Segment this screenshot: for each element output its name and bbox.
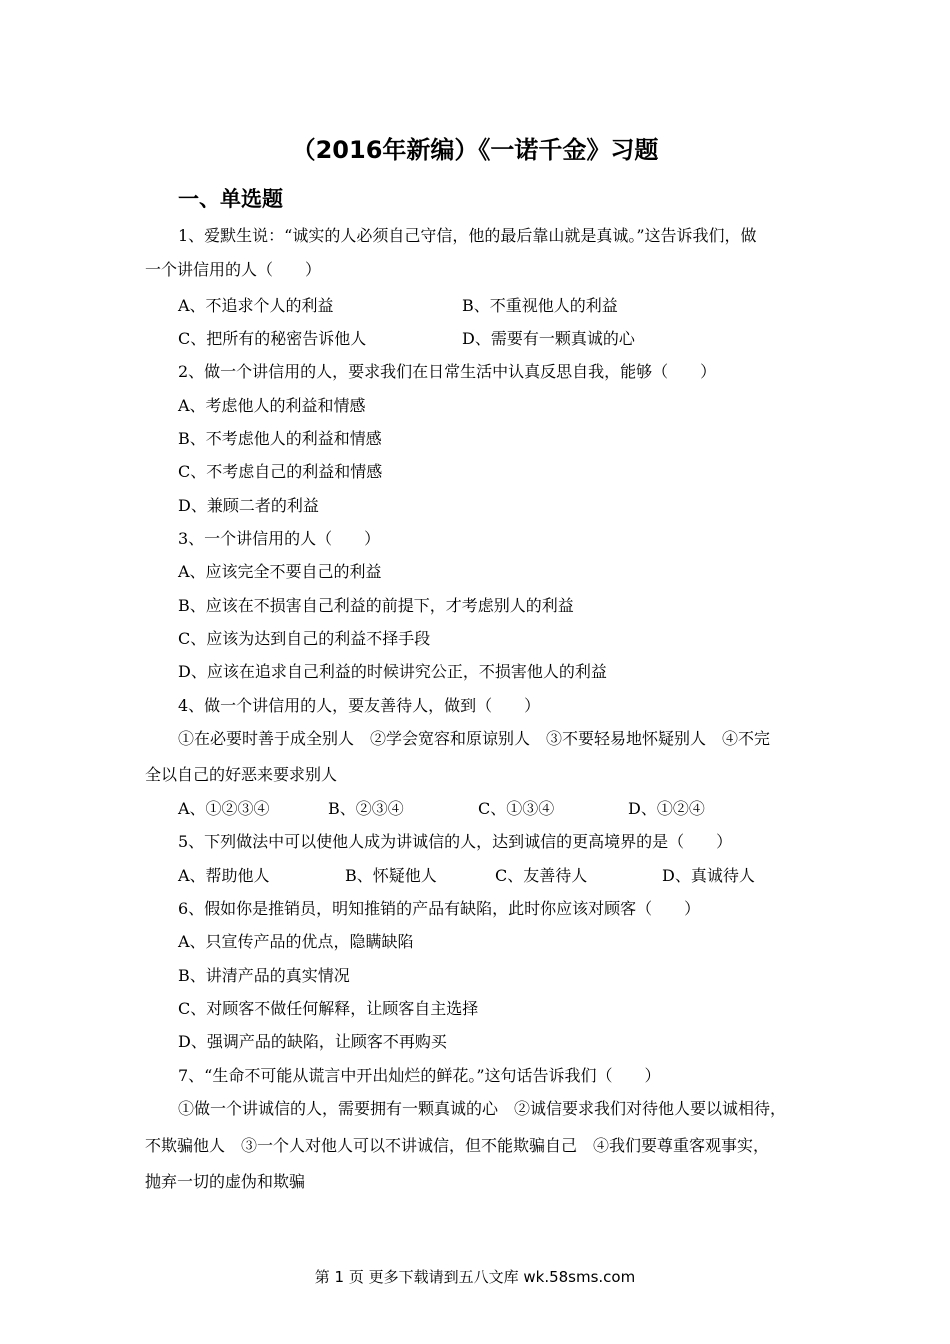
q4-items-line2: 全以自己的好恶来要求别人: [145, 765, 338, 784]
q7-items-line1: ①做一个讲诚信的人，需要拥有一颗真诚的心 ②诚信要求我们对待他人要以诚相待，: [178, 1099, 787, 1118]
q3-stem: 3、一个讲信用的人（ ）: [178, 529, 381, 548]
q1-option-a: A、不追求个人的利益: [178, 296, 334, 315]
q3-option-d: D、应该在追求自己利益的时候讲究公正，不损害他人的利益: [178, 662, 607, 681]
q4-option-c: C、①③④: [478, 799, 555, 818]
q6-stem: 6、假如你是推销员，明知推销的产品有缺陷，此时你应该对顾客（ ）: [178, 899, 701, 918]
q6-option-c: C、对顾客不做任何解释，让顾客自主选择: [178, 999, 479, 1018]
q5-option-c: C、友善待人: [495, 866, 588, 885]
q3-option-c: C、应该为达到自己的利益不择手段: [178, 629, 431, 648]
q5-option-a: A、帮助他人: [178, 866, 270, 885]
q7-items-line3: 抛弃一切的虚伪和欺骗: [145, 1172, 306, 1191]
q3-option-b: B、应该在不损害自己利益的前提下，才考虑别人的利益: [178, 596, 574, 615]
q1-stem-line1: 1、爱默生说：“诚实的人必须自己守信，他的最后靠山就是真诚。”这告诉我们，做: [178, 226, 757, 245]
page-title: （2016年新编）《一诺千金》习题: [291, 136, 659, 164]
q1-option-b: B、不重视他人的利益: [462, 296, 618, 315]
q2-option-c: C、不考虑自己的利益和情感: [178, 462, 383, 481]
q1-stem-line2: 一个讲信用的人（ ）: [145, 260, 322, 279]
q1-option-d: D、需要有一颗真诚的心: [462, 329, 635, 348]
q2-option-d: D、兼顾二者的利益: [178, 496, 319, 515]
q6-option-a: A、只宣传产品的优点，隐瞒缺陷: [178, 932, 414, 951]
q5-option-b: B、怀疑他人: [345, 866, 437, 885]
q2-stem: 2、做一个讲信用的人，要求我们在日常生活中认真反思自我，能够（ ）: [178, 362, 717, 381]
q5-stem: 5、下列做法中可以使他人成为讲诚信的人，达到诚信的更高境界的是（ ）: [178, 832, 733, 851]
q5-option-d: D、真诚待人: [662, 866, 755, 885]
q7-items-line2: 不欺骗他人 ③一个人对他人可以不讲诚信，但不能欺骗自己 ④我们要尊重客观事实，: [145, 1136, 770, 1155]
q2-option-a: A、考虑他人的利益和情感: [178, 396, 366, 415]
q2-option-b: B、不考虑他人的利益和情感: [178, 429, 382, 448]
q6-option-b: B、讲清产品的真实情况: [178, 966, 350, 985]
q4-option-b: B、②③④: [328, 799, 404, 818]
q4-option-d: D、①②④: [628, 799, 705, 818]
q6-option-d: D、强调产品的缺陷，让顾客不再购买: [178, 1032, 447, 1051]
page-footer: 第 1 页 更多下载请到五八文库 wk.58sms.com: [314, 1268, 636, 1286]
q1-option-c: C、把所有的秘密告诉他人: [178, 329, 367, 348]
section-heading: 一、单选题: [178, 187, 283, 211]
q4-option-a: A、①②③④: [178, 799, 270, 818]
q4-stem: 4、做一个讲信用的人，要友善待人，做到（ ）: [178, 696, 541, 715]
q4-items-line1: ①在必要时善于成全别人 ②学会宽容和原谅别人 ③不要轻易地怀疑别人 ④不完: [178, 729, 771, 748]
q7-stem: 7、“生命不可能从谎言中开出灿烂的鲜花。”这句话告诉我们（ ）: [178, 1066, 661, 1085]
q3-option-a: A、应该完全不要自己的利益: [178, 562, 382, 581]
